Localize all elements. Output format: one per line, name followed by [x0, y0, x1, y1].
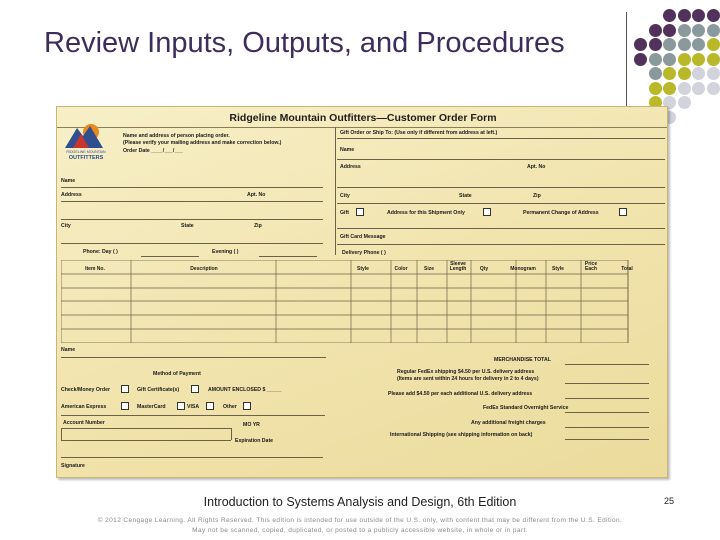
visa-checkbox: [206, 402, 214, 410]
decorative-dot: [663, 24, 676, 37]
evening-label: Evening ( ): [212, 249, 239, 255]
international-shipping-label: International Shipping (see shipping information on back): [390, 432, 533, 438]
decorative-dot: [692, 53, 705, 66]
delivery-phone-label: Delivery Phone ( ): [342, 250, 386, 256]
table-header-cell: Style: [552, 266, 564, 272]
amex-checkbox: [121, 402, 129, 410]
gift-label: Gift: [340, 210, 349, 216]
additional-address-label: Please add $4.50 per each additional U.S. delivery address: [388, 391, 533, 397]
decorative-dot: [678, 53, 691, 66]
freight-charges-label: Any additional freight charges: [471, 420, 546, 426]
decorative-dot: [707, 38, 720, 51]
table-border: [61, 260, 628, 343]
decorative-dot: [692, 9, 705, 22]
permanent-change-label: Permanent Change of Address: [523, 210, 599, 216]
address-only-checkbox: [483, 208, 491, 216]
table-header-cell: Style: [357, 266, 369, 272]
table-header-cell: Description: [190, 266, 218, 272]
r-name-label: Name: [340, 147, 355, 153]
fedex-overnight-label: FedEx Standard Overnight Service: [483, 405, 569, 411]
other-checkbox: [243, 402, 251, 410]
name-label: Name: [61, 178, 76, 184]
form-title: Ridgeline Mountain Outfitters—Customer Order Form: [229, 112, 497, 124]
customer-order-form-image: [56, 106, 668, 478]
check-label: Check/Money Order: [61, 387, 111, 393]
method-of-payment-label: Method of Payment: [153, 371, 201, 377]
name-label-bottom: Name: [61, 347, 76, 353]
gift-certificate-label: Gift Certificate(s): [137, 387, 180, 393]
placer-label: Name and address of person placing order.: [123, 133, 230, 139]
city-label: City: [61, 223, 71, 229]
decorative-dot: [663, 9, 676, 22]
decorative-dot: [707, 24, 720, 37]
decorative-dot: [678, 67, 691, 80]
table-header-cell: Color: [394, 266, 408, 272]
copyright-notice: [0, 516, 720, 536]
decorative-dot: [663, 82, 676, 95]
decorative-dot: [649, 24, 662, 37]
merchandise-total-label: MERCHANDISE TOTAL: [494, 357, 551, 363]
r-zip-label: Zip: [533, 193, 541, 199]
amex-label: American Express: [61, 404, 107, 410]
r-state-label: State: [459, 193, 472, 199]
decorative-dot: [678, 96, 691, 109]
signature-label: Signature: [61, 463, 85, 469]
decorative-dot: [634, 53, 647, 66]
table-header-cell: Item No.: [85, 266, 105, 272]
gift-order-label: Gift Order or Ship To: (Use only if different from address at left.): [340, 130, 498, 136]
r-address-label: Address: [340, 164, 361, 170]
mastercard-checkbox: [177, 402, 185, 410]
decorative-dot: [649, 82, 662, 95]
decorative-dot: [692, 82, 705, 95]
gift-card-label: Gift Card Message: [340, 234, 386, 240]
decorative-dot: [707, 82, 720, 95]
state-label: State: [181, 223, 194, 229]
table-header-cell: Monogram: [510, 266, 536, 272]
decorative-dot: [634, 38, 647, 51]
table-header-cell: Length: [449, 266, 467, 272]
page-number: 25: [664, 496, 675, 506]
table-header-cell: Qty: [479, 266, 489, 272]
r-apt-label: Apt. No: [527, 164, 546, 170]
table-header-cell: Size: [423, 266, 435, 272]
apt-label: Apt. No: [247, 192, 266, 198]
copyright-line-2: May not be scanned, copied, duplicated, or posted to a publicly accessible website, in whole or in part.: [192, 527, 528, 534]
address-label: Address: [61, 192, 82, 198]
table-header-cell: Total: [621, 266, 633, 272]
decorative-dot: [663, 67, 676, 80]
order-date-label: Order Date ____/___/___: [123, 148, 183, 154]
fedex-timing-label: (Items are sent within 24 hours for delivery in 2 to 4 days): [397, 376, 539, 382]
mo-yr-label: MO YR: [243, 422, 260, 428]
gift-checkbox: [356, 208, 364, 216]
slide-title: Review Inputs, Outputs, and Procedures: [44, 27, 565, 59]
fedex-regular-label: Regular FedEx shipping $4.50 per U.S. delivery address: [397, 369, 535, 375]
ridgeline-logo-icon: [63, 120, 109, 160]
decorative-dot: [692, 24, 705, 37]
decorative-dot: [678, 38, 691, 51]
visa-label: VISA: [187, 404, 200, 410]
decorative-dot: [707, 67, 720, 80]
table-header-cell: Price: [584, 261, 598, 267]
decorative-dot: [649, 38, 662, 51]
r-city-label: City: [340, 193, 350, 199]
gift-certificate-checkbox: [191, 385, 199, 393]
decorative-dot: [649, 67, 662, 80]
decorative-dot: [649, 53, 662, 66]
permanent-change-checkbox: [619, 208, 627, 216]
table-header-cell: Each: [585, 266, 597, 272]
decorative-dot: [707, 9, 720, 22]
decorative-dot-grid: [634, 9, 720, 119]
verify-label: (Please verify your mailing address and make correction below.): [123, 140, 282, 146]
decorative-dot: [692, 38, 705, 51]
title-divider: [626, 12, 627, 106]
decorative-dot: [678, 9, 691, 22]
other-label: Other: [223, 404, 237, 410]
decorative-dot: [678, 82, 691, 95]
decorative-dot: [663, 53, 676, 66]
copyright-line-1: © 2012 Cengage Learning. All Rights Reserved. This edition is intended for use outside of the U.S. only, with content that may be different from the U.S. Edition.: [97, 517, 623, 524]
footer-text: Introduction to Systems Analysis and Design, 6th Edition: [203, 495, 517, 509]
address-only-label: Address for this Shipment Only: [387, 210, 465, 216]
table-header-cell: Sleeve: [450, 261, 466, 267]
logo-text-bottom: OUTFITTERS: [68, 155, 104, 160]
amount-enclosed-label: AMOUNT ENCLOSED $ _____: [208, 387, 282, 393]
decorative-dot: [663, 38, 676, 51]
mastercard-label: MasterCard: [137, 404, 166, 410]
phone-day-label: Phone: Day ( ): [83, 249, 118, 255]
account-number-label: Account Number: [63, 420, 105, 426]
expiration-date-label: Expiration Date: [235, 438, 274, 444]
decorative-dot: [707, 53, 720, 66]
decorative-dot: [692, 67, 705, 80]
check-checkbox: [121, 385, 129, 393]
zip-label: Zip: [254, 223, 262, 229]
logo-text-top: RIDGELINE MOUNTAIN: [66, 150, 106, 154]
decorative-dot: [678, 24, 691, 37]
order-items-table: [61, 260, 665, 343]
